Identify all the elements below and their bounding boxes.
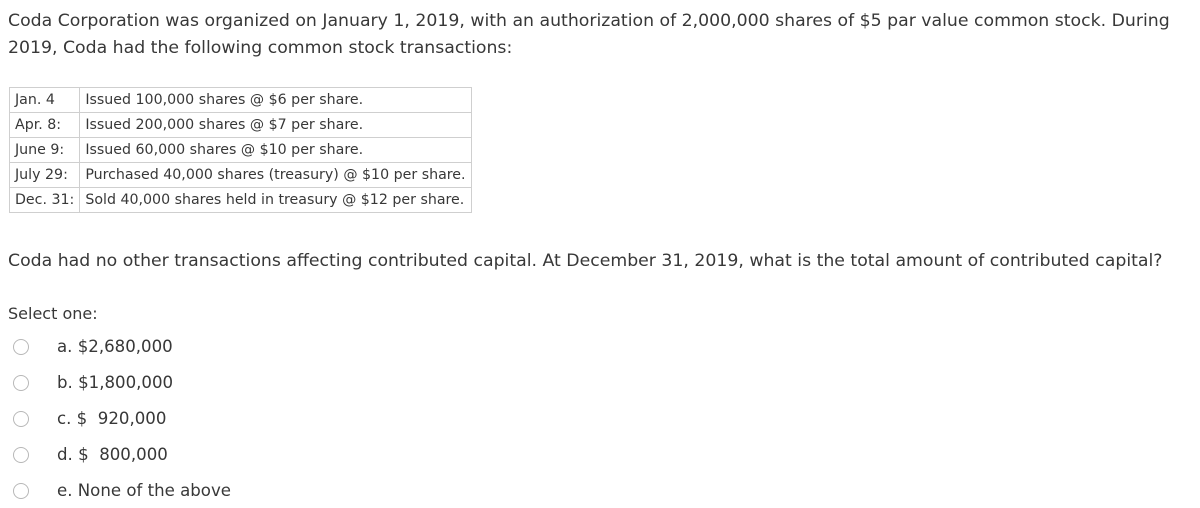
table-row xyxy=(10,88,472,113)
transaction-description: Issued 60,000 shares @ $10 per share. xyxy=(80,138,471,163)
select-one-label: Select one: xyxy=(8,304,98,323)
transaction-description: Sold 40,000 shares held in treasury @ $12 per share. xyxy=(80,188,471,213)
table-row xyxy=(10,188,472,213)
transaction-description: Issued 200,000 shares @ $7 per share. xyxy=(80,113,471,138)
radio-button[interactable] xyxy=(13,483,29,499)
answer-option-d[interactable] xyxy=(0,438,400,472)
radio-button[interactable] xyxy=(13,447,29,463)
radio-button[interactable] xyxy=(13,339,29,355)
answer-option-b[interactable] xyxy=(0,366,400,400)
table-row xyxy=(10,113,472,138)
answer-label[interactable]: e. None of the above xyxy=(57,481,231,500)
radio-button[interactable] xyxy=(13,411,29,427)
answer-option-c[interactable] xyxy=(0,402,400,436)
transaction-date: Apr. 8: xyxy=(10,113,80,138)
transaction-date: July 29: xyxy=(10,163,80,188)
transaction-description: Purchased 40,000 shares (treasury) @ $10 per share. xyxy=(80,163,471,188)
question-text: Coda had no other transactions affecting contributed capital. At December 31, 2019, what is the total amount of contributed capital? xyxy=(8,251,1163,271)
answer-label[interactable]: b. $1,800,000 xyxy=(57,373,174,392)
answer-label[interactable]: c. $ 920,000 xyxy=(57,409,167,428)
transaction-date: Dec. 31: xyxy=(10,188,80,213)
transaction-date: Jan. 4 xyxy=(10,88,80,113)
answer-option-e[interactable] xyxy=(0,474,400,508)
transactions-table xyxy=(9,87,472,213)
transaction-date: June 9: xyxy=(10,138,80,163)
transaction-description: Issued 100,000 shares @ $6 per share. xyxy=(80,88,471,113)
answer-label[interactable]: a. $2,680,000 xyxy=(57,337,173,356)
answer-option-a[interactable] xyxy=(0,330,400,364)
question-intro: Coda Corporation was organized on January 1, 2019, with an authorization of 2,000,000 shares of $5 par value common stock. During 2019, Coda had the following common stock transactions: xyxy=(8,11,1170,58)
table-row xyxy=(10,138,472,163)
radio-button[interactable] xyxy=(13,375,29,391)
table-row xyxy=(10,163,472,188)
answer-label[interactable]: d. $ 800,000 xyxy=(57,445,168,464)
